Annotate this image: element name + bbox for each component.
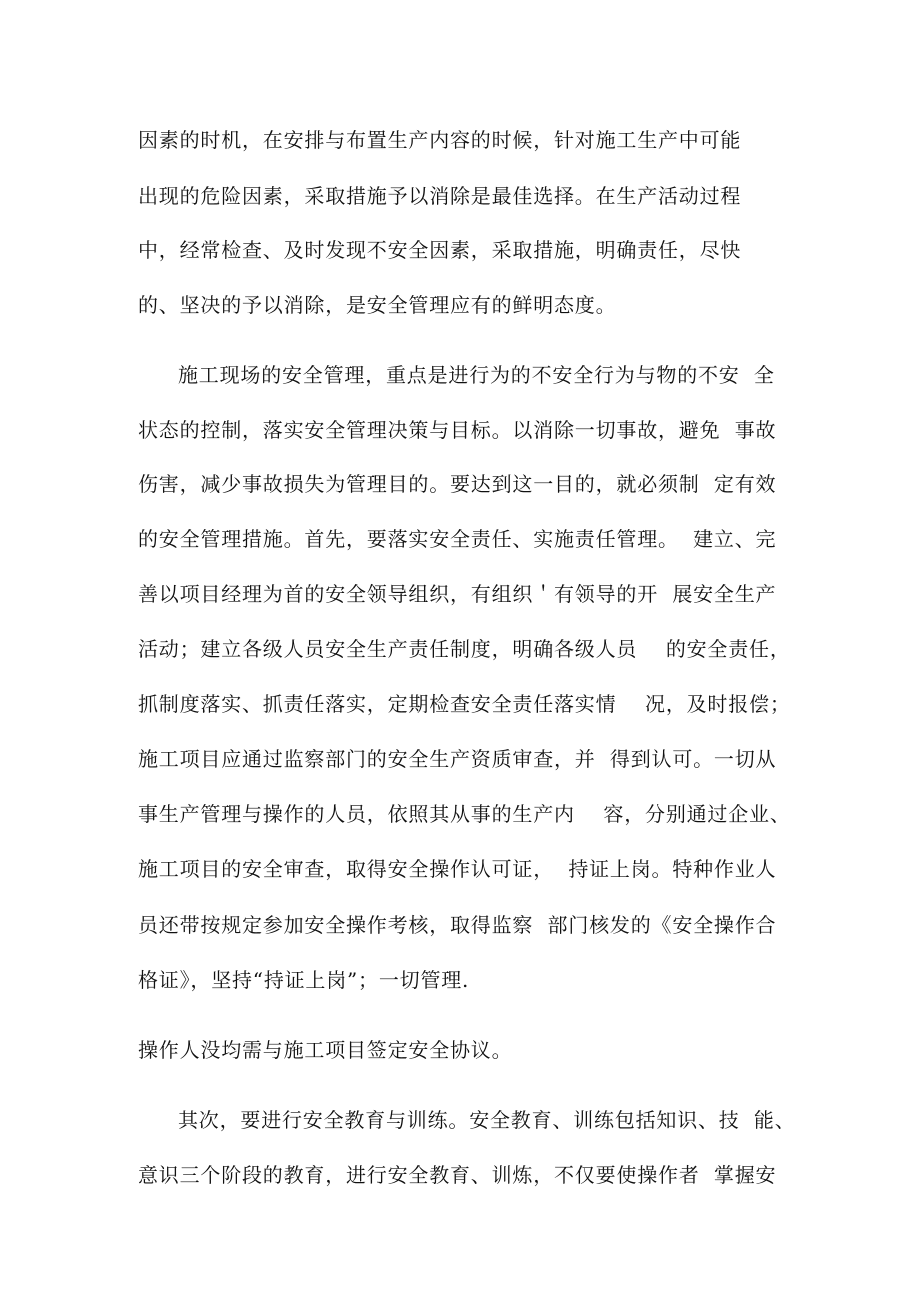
paragraph-2-line-10: 施工项目的安全审查，取得安全操作认可证， 持证上岗。特种作业人 — [138, 857, 777, 881]
paragraph-3-line-1: 操作人没均需与施工项目签定安全协议。 — [138, 1038, 513, 1062]
paragraph-4-line-2: 意识三个阶段的教育，进行安全教育、训炼，不仅要使操作者 掌握安 — [138, 1163, 777, 1187]
paragraph-2-line-6: 活动；建立各级人员安全生产责任制度，明确各级人员 的安全责任， — [138, 637, 791, 661]
paragraph-2-line-11: 员还带按规定参加安全操作考核，取得监察 部门核发的《安全操作合 — [138, 913, 777, 937]
paragraph-1-line-1: 因素的时机，在安排与布置生产内容的时候，针对施工生产中可能 — [138, 128, 742, 152]
paragraph-1-line-3: 中，经常检查、及时发现不安全因素，采取措施，明确责任，尽快 — [138, 238, 742, 262]
paragraph-1-line-4: 的、坚决的予以消除，是安全管理应有的鲜明态度。 — [138, 293, 617, 317]
paragraph-1-line-2: 出现的危险因素，采取措施予以消除是最佳选择。在生产活动过程 — [138, 184, 742, 208]
paragraph-2-line-3: 伤害，减少事故损失为管理目的。要达到这一目的，就必须制 定有效 — [138, 472, 777, 496]
paragraph-4-line-1: 其次，要进行安全教育与训练。安全教育、训练包括知识、技 能、 — [178, 1108, 796, 1132]
paragraph-2-line-4: 的安全管理措施。首先，要落实安全责任、实施责任管理。 建立、完 — [138, 527, 777, 551]
paragraph-2-line-1: 施工现场的安全管理，重点是进行为的不安全行为与物的不安 全 — [178, 363, 775, 387]
paragraph-2-line-7: 抓制度落实、抓责任落实，定期检查安全责任落实情 况，及时报偿； — [138, 692, 791, 716]
paragraph-2-line-2: 状态的控制，落实安全管理决策与目标。以消除一切事故，避免 事故 — [138, 418, 777, 442]
paragraph-2-line-9: 事生产管理与操作的人员，依照其从事的生产内 容，分别通过企业、 — [138, 802, 791, 826]
paragraph-2-line-5: 善以项目经理为首的安全领导组织，有组织＇有领导的开 展安全生产 — [138, 582, 777, 606]
paragraph-2-line-12: 格证》，坚持“持证上岗”；一切管理. — [138, 968, 470, 992]
paragraph-2-line-8: 施工项目应通过监察部门的安全生产资质审查，并 得到认可。一切从 — [138, 747, 777, 771]
